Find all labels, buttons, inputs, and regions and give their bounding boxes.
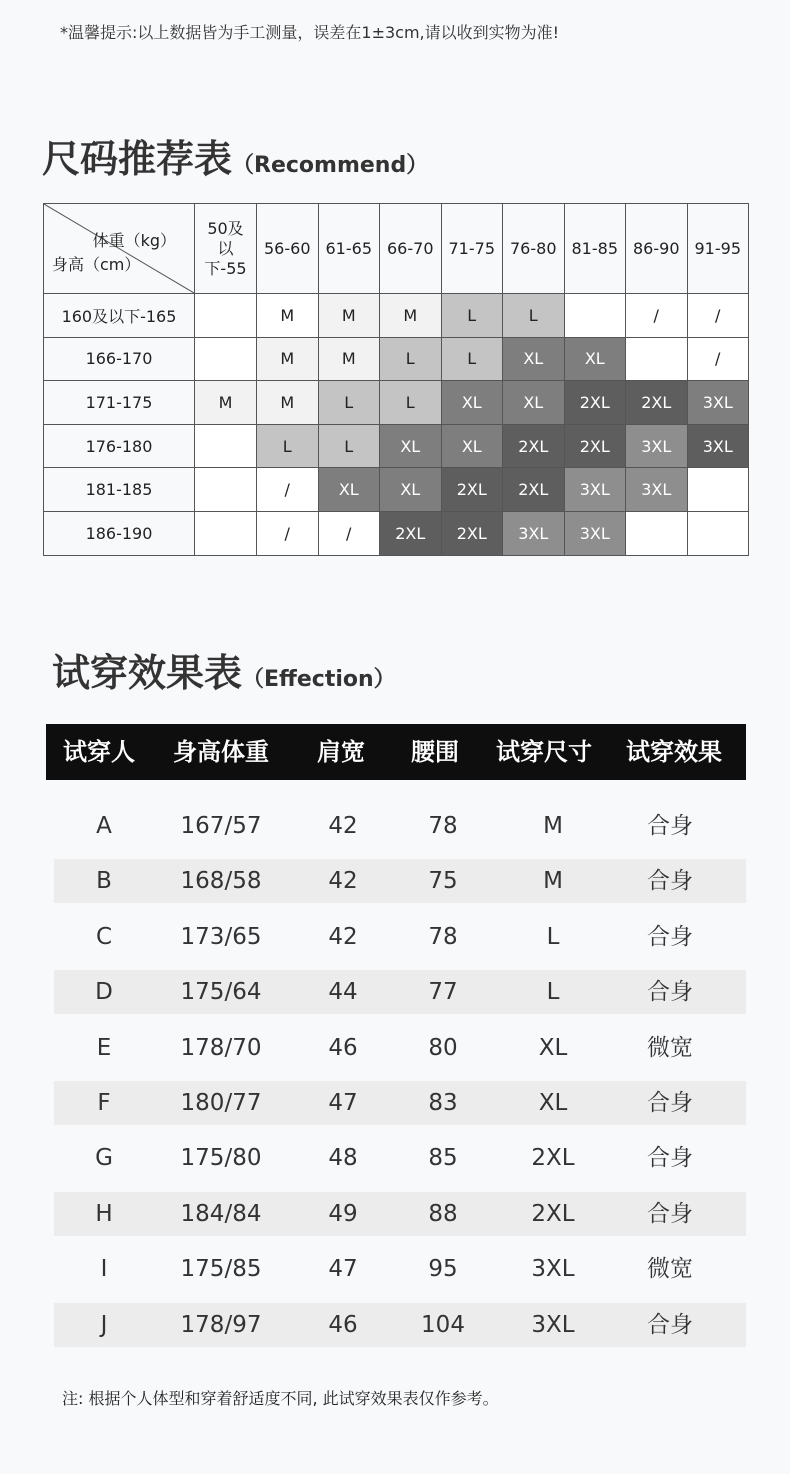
size-cell: 2XL bbox=[564, 381, 626, 425]
size-cell: XL bbox=[564, 337, 626, 381]
size-cell: 2XL bbox=[380, 511, 442, 555]
effect-header-cell: 腰围 bbox=[411, 738, 459, 766]
size-cell: L bbox=[257, 424, 319, 468]
height-label: 160及以下-165 bbox=[44, 294, 195, 338]
effect-cell: 合身 bbox=[647, 923, 693, 950]
size-cell: M bbox=[380, 294, 442, 338]
size-cell bbox=[195, 511, 257, 555]
corner-cell bbox=[44, 204, 195, 294]
effect-cell: 175/64 bbox=[180, 979, 262, 1006]
effect-cell: 46 bbox=[328, 1034, 358, 1061]
effect-cell: 80 bbox=[428, 1034, 458, 1061]
effect-cell: 88 bbox=[428, 1200, 458, 1227]
effect-cell: 77 bbox=[428, 979, 458, 1006]
effect-cell: C bbox=[95, 923, 113, 950]
size-cell: / bbox=[257, 511, 319, 555]
effect-cell: 2XL bbox=[531, 1200, 575, 1227]
size-cell: L bbox=[441, 294, 503, 338]
size-cell: M bbox=[257, 337, 319, 381]
effect-cell: 46 bbox=[328, 1311, 358, 1338]
effect-header-cell: 试穿效果 bbox=[626, 738, 722, 766]
effect-cell: D bbox=[95, 979, 113, 1006]
recommend-title: 尺码推荐表 bbox=[42, 137, 233, 181]
recommend-subtitle: （Recommend） bbox=[232, 153, 429, 178]
size-cell: / bbox=[257, 468, 319, 512]
weight-col-header: 91-95 bbox=[687, 204, 749, 294]
effect-cell: 合身 bbox=[647, 813, 693, 839]
effect-title: 试穿效果表 bbox=[52, 651, 243, 695]
size-cell: 2XL bbox=[441, 468, 503, 512]
effect-row bbox=[54, 1192, 746, 1236]
height-label: 171-175 bbox=[44, 381, 195, 425]
effect-row bbox=[54, 1136, 746, 1180]
size-cell bbox=[195, 294, 257, 338]
effect-cell: G bbox=[95, 1145, 113, 1172]
weight-col-header: 56-60 bbox=[257, 204, 319, 294]
size-recommend-table bbox=[43, 203, 749, 556]
weight-col-header: 81-85 bbox=[564, 204, 626, 294]
effect-cell: 104 bbox=[421, 1311, 465, 1338]
height-label: 181-185 bbox=[44, 468, 195, 512]
size-cell bbox=[195, 468, 257, 512]
measurement-tip: *温馨提示:以上数据皆为手工测量，误差在1±3cm,请以收到实物为准! bbox=[60, 23, 560, 42]
size-cell: L bbox=[318, 381, 380, 425]
size-cell bbox=[564, 294, 626, 338]
effect-cell: 184/84 bbox=[180, 1200, 262, 1227]
size-cell: XL bbox=[318, 468, 380, 512]
size-cell: L bbox=[318, 424, 380, 468]
effect-cell: 2XL bbox=[531, 1145, 575, 1172]
effect-cell: 合身 bbox=[647, 1090, 693, 1116]
effect-cell: 78 bbox=[428, 813, 458, 839]
size-cell bbox=[687, 468, 749, 512]
effect-cell: 47 bbox=[328, 1090, 358, 1116]
size-cell: / bbox=[318, 511, 380, 555]
effect-cell: I bbox=[100, 1256, 108, 1283]
effect-cell: M bbox=[543, 813, 563, 839]
effect-heading bbox=[52, 642, 396, 697]
effect-subtitle: （Effection） bbox=[242, 667, 396, 692]
size-cell: 2XL bbox=[441, 511, 503, 555]
effect-cell: H bbox=[95, 1200, 113, 1227]
effect-cell: 合身 bbox=[647, 979, 693, 1006]
effect-cell: 合身 bbox=[647, 1200, 693, 1227]
size-cell bbox=[626, 511, 688, 555]
size-cell: XL bbox=[441, 424, 503, 468]
weight-col-header bbox=[195, 204, 257, 294]
effect-cell: 83 bbox=[428, 1090, 458, 1116]
size-cell: M bbox=[318, 337, 380, 381]
effect-header-cell: 试穿人 bbox=[63, 738, 135, 766]
effect-cell: 48 bbox=[328, 1145, 358, 1172]
effect-cell: 168/58 bbox=[180, 868, 262, 895]
effect-cell: XL bbox=[538, 1034, 568, 1061]
effect-cell: B bbox=[96, 868, 112, 895]
size-cell: 2XL bbox=[626, 381, 688, 425]
effect-cell: 49 bbox=[328, 1200, 358, 1227]
recommend-row bbox=[44, 424, 749, 468]
size-cell: 2XL bbox=[564, 424, 626, 468]
size-cell bbox=[195, 337, 257, 381]
size-cell: 3XL bbox=[687, 424, 749, 468]
weight-col-header: 76-80 bbox=[503, 204, 565, 294]
effect-cell: A bbox=[96, 813, 112, 839]
effect-cell: 175/85 bbox=[180, 1256, 262, 1283]
effect-cell: 85 bbox=[428, 1145, 458, 1172]
effect-cell: 合身 bbox=[647, 1311, 693, 1338]
effect-cell: 78 bbox=[428, 923, 458, 950]
size-cell: 3XL bbox=[564, 468, 626, 512]
effect-cell: E bbox=[96, 1034, 112, 1061]
weight-col-line: 以 bbox=[217, 238, 234, 258]
effect-cell: 微宽 bbox=[647, 1034, 693, 1061]
effect-cell: L bbox=[546, 923, 560, 950]
effect-cell: M bbox=[543, 868, 563, 895]
size-cell: 2XL bbox=[503, 468, 565, 512]
size-cell: XL bbox=[503, 337, 565, 381]
size-cell bbox=[687, 511, 749, 555]
effect-cell: 75 bbox=[428, 868, 458, 895]
size-cell: 3XL bbox=[626, 468, 688, 512]
effect-cell: 180/77 bbox=[180, 1090, 262, 1116]
recommend-heading bbox=[42, 128, 428, 183]
effect-cell: 42 bbox=[328, 813, 358, 839]
size-cell: M bbox=[318, 294, 380, 338]
effect-cell: 178/70 bbox=[180, 1034, 262, 1061]
effect-row bbox=[54, 804, 746, 848]
size-cell: L bbox=[380, 381, 442, 425]
effect-cell: 合身 bbox=[647, 868, 693, 895]
size-cell: 3XL bbox=[626, 424, 688, 468]
height-label: 166-170 bbox=[44, 337, 195, 381]
size-cell: XL bbox=[380, 468, 442, 512]
size-cell: / bbox=[687, 337, 749, 381]
weight-col-header: 71-75 bbox=[441, 204, 503, 294]
effect-cell: 167/57 bbox=[180, 813, 262, 839]
recommend-row bbox=[44, 468, 749, 512]
effect-row bbox=[54, 1081, 746, 1125]
effect-cell: 44 bbox=[328, 979, 358, 1006]
effect-row bbox=[54, 915, 746, 959]
effect-cell: 合身 bbox=[647, 1145, 693, 1172]
effect-row bbox=[54, 1026, 746, 1070]
size-cell: M bbox=[195, 381, 257, 425]
effect-table-header bbox=[46, 724, 746, 780]
size-cell: M bbox=[257, 294, 319, 338]
effect-row bbox=[54, 1247, 746, 1291]
effect-cell: J bbox=[100, 1311, 108, 1338]
effect-cell: 175/80 bbox=[180, 1145, 262, 1172]
weight-col-line: 下-55 bbox=[204, 258, 247, 278]
size-cell: L bbox=[380, 337, 442, 381]
effect-header-cell: 试穿尺寸 bbox=[496, 738, 592, 766]
effect-cell: XL bbox=[538, 1090, 568, 1116]
size-cell: XL bbox=[380, 424, 442, 468]
height-label: 176-180 bbox=[44, 424, 195, 468]
recommend-row bbox=[44, 294, 749, 338]
effect-cell: 微宽 bbox=[647, 1256, 693, 1283]
size-cell: / bbox=[687, 294, 749, 338]
effect-cell: 42 bbox=[328, 868, 358, 895]
corner-height-label: 身高（cm） bbox=[52, 255, 141, 274]
size-cell: 3XL bbox=[687, 381, 749, 425]
size-cell: M bbox=[257, 381, 319, 425]
effect-cell: 47 bbox=[328, 1256, 358, 1283]
size-cell bbox=[195, 424, 257, 468]
height-label: 186-190 bbox=[44, 511, 195, 555]
effect-cell: 3XL bbox=[531, 1256, 575, 1283]
size-cell: L bbox=[441, 337, 503, 381]
recommend-header-row bbox=[44, 204, 749, 294]
effect-row bbox=[54, 970, 746, 1014]
effect-cell: 173/65 bbox=[180, 923, 262, 950]
effect-row bbox=[54, 859, 746, 903]
effect-cell: 95 bbox=[428, 1256, 458, 1283]
effect-header-cell: 身高体重 bbox=[173, 738, 269, 766]
recommend-row bbox=[44, 381, 749, 425]
weight-col-line: 50及 bbox=[207, 218, 244, 238]
recommend-row bbox=[44, 511, 749, 555]
size-cell bbox=[626, 337, 688, 381]
effect-cell: L bbox=[546, 979, 560, 1006]
effect-header-cell: 肩宽 bbox=[317, 738, 365, 766]
effect-cell: 3XL bbox=[531, 1311, 575, 1338]
recommend-row bbox=[44, 337, 749, 381]
weight-col-header: 66-70 bbox=[380, 204, 442, 294]
size-cell: XL bbox=[441, 381, 503, 425]
effect-row bbox=[54, 1303, 746, 1347]
weight-col-header: 86-90 bbox=[626, 204, 688, 294]
effect-cell: F bbox=[97, 1090, 111, 1116]
size-cell: 2XL bbox=[503, 424, 565, 468]
effect-cell: 178/97 bbox=[180, 1311, 262, 1338]
effect-cell: 42 bbox=[328, 923, 358, 950]
size-cell: XL bbox=[503, 381, 565, 425]
weight-col-header: 61-65 bbox=[318, 204, 380, 294]
corner-weight-label: 体重（kg） bbox=[92, 231, 176, 250]
footnote: 注: 根据个人体型和穿着舒适度不同, 此试穿效果表仅作参考。 bbox=[62, 1389, 499, 1408]
size-cell: L bbox=[503, 294, 565, 338]
size-cell: / bbox=[626, 294, 688, 338]
size-cell: 3XL bbox=[564, 511, 626, 555]
size-cell: 3XL bbox=[503, 511, 565, 555]
